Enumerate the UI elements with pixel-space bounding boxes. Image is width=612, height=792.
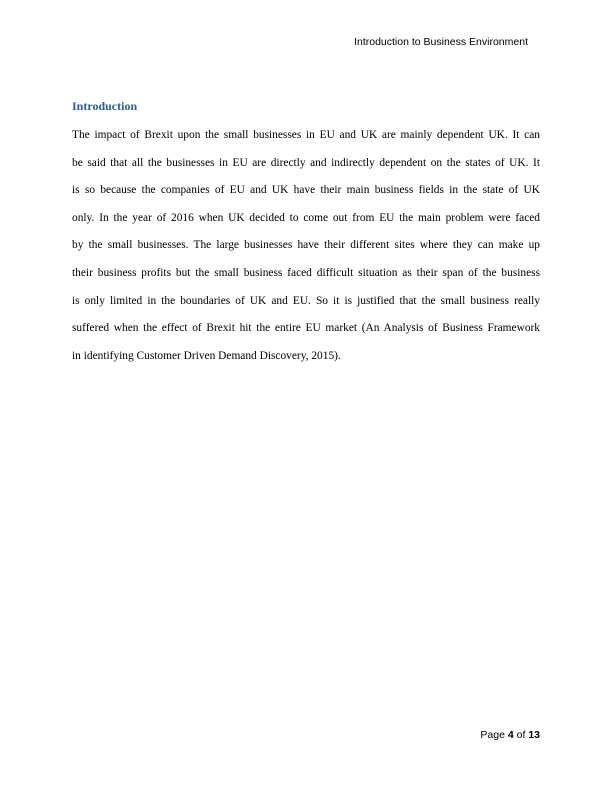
paragraph-line: in identifying Customer Driven Demand Discovery, 2015). [72,349,341,362]
section-heading-introduction: Introduction [72,99,138,113]
paragraph-line: be said that all the businesses in EU are directly and indirectly dependent on the states of UK. It [72,156,540,169]
body-paragraph [72,122,540,370]
paragraph-line: their business profits but the small business faced difficult situation as their span of the business [72,266,540,279]
paragraph-line: is only limited in the boundaries of UK and EU. So it is justified that the small business really [72,294,540,307]
running-header: Introduction to Business Environment [354,36,528,48]
page-label: Page [480,729,505,741]
paragraph-line: is so because the companies of EU and UK have their main business fields in the state of UK [72,184,540,197]
total-page-count: 13 [528,729,540,741]
page-number-footer [480,729,540,741]
paragraph-line: by the small businesses. The large businesses have their different sites where they can make up [72,239,540,252]
paragraph-line: The impact of Brexit upon the small businesses in EU and UK are mainly dependent UK. It can [72,129,540,141]
current-page-number: 4 [507,729,514,741]
of-label: of [516,729,526,741]
paragraph-line: only. In the year of 2016 when UK decided to come out from EU the main problem were faced [72,211,540,224]
paragraph-line: suffered when the effect of Brexit hit the entire EU market (An Analysis of Business Framework [72,322,540,335]
